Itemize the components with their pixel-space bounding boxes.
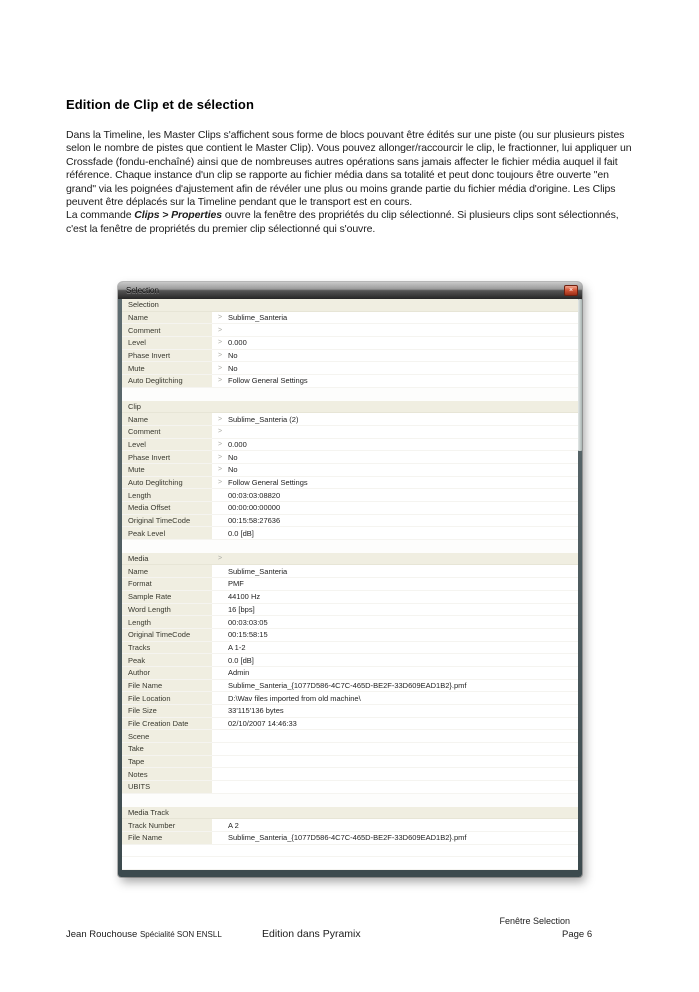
property-label: Notes — [122, 768, 212, 780]
property-row[interactable] — [122, 680, 578, 693]
property-label: File Name — [122, 832, 212, 844]
chevron-right-icon — [212, 299, 228, 311]
property-label: Phase Invert — [122, 350, 212, 362]
property-row[interactable] — [122, 413, 578, 426]
property-row[interactable] — [122, 477, 578, 490]
section-gap — [122, 540, 578, 553]
property-value[interactable]: Sublime_Santeria (2) — [228, 414, 299, 424]
section-gap — [122, 794, 578, 807]
property-row[interactable] — [122, 768, 578, 781]
property-label: Scene — [122, 730, 212, 742]
property-row[interactable] — [122, 832, 578, 845]
property-row[interactable] — [122, 578, 578, 591]
chevron-right-icon — [212, 730, 228, 742]
section-header-label: Clip — [128, 401, 141, 411]
property-row[interactable] — [122, 324, 578, 337]
property-row[interactable] — [122, 730, 578, 743]
property-label: Track Number — [122, 819, 212, 831]
paragraph-2-suffix: ouvre la fenêtre des propriétés du clip sélectionné. Si plusieurs clips sont sélectionnés, c'est la fenêtre de propriétés du premier clip sélectionné qui s'ouvre. — [66, 209, 619, 235]
property-value[interactable]: No — [228, 363, 238, 373]
scrollbar-thumb[interactable] — [578, 299, 582, 451]
property-label: Phase Invert — [122, 451, 212, 463]
property-value[interactable]: No — [228, 465, 238, 475]
property-row[interactable] — [122, 312, 578, 325]
property-row[interactable] — [122, 819, 578, 832]
property-label: Auto Deglitching — [122, 477, 212, 489]
property-label: Original TimeCode — [122, 515, 212, 527]
property-row[interactable] — [122, 743, 578, 756]
chevron-right-icon: > — [217, 314, 223, 322]
property-value[interactable]: 00:03:03:05 — [228, 617, 268, 627]
chevron-right-icon — [212, 502, 228, 514]
chevron-right-icon — [212, 718, 228, 730]
section-header-row — [122, 401, 578, 414]
property-value[interactable]: 0.0 [dB] — [228, 528, 254, 538]
property-row[interactable] — [122, 350, 578, 363]
property-label: File Name — [122, 680, 212, 692]
chevron-right-icon: > — [217, 440, 223, 448]
paragraph-2 — [66, 209, 636, 236]
section-header-value — [228, 401, 578, 413]
empty-row — [122, 857, 578, 870]
close-icon: × — [568, 287, 574, 294]
property-label: Peak Level — [122, 527, 212, 539]
chevron-right-icon: > — [217, 377, 223, 385]
property-row[interactable] — [122, 654, 578, 667]
menu-command-reference: Clips > Properties — [134, 209, 223, 222]
chevron-right-icon — [212, 489, 228, 501]
chevron-right-icon — [212, 654, 228, 666]
property-label: File Size — [122, 705, 212, 717]
chevron-right-icon — [212, 604, 228, 616]
property-row[interactable] — [122, 439, 578, 452]
property-row[interactable] — [122, 337, 578, 350]
property-value[interactable] — [228, 426, 578, 438]
section-header-label: Media Track — [128, 807, 169, 817]
chevron-right-icon: > — [217, 453, 223, 461]
property-value[interactable]: Admin — [228, 668, 250, 678]
footer-author-subject: Spécialité SON ENSLL — [139, 930, 222, 939]
property-value[interactable]: No — [228, 351, 238, 361]
section-header-value — [228, 299, 578, 311]
paragraph-1: Dans la Timeline, les Master Clips s'affichent sous forme de blocs pouvant être édités sur une piste (ou sur plusieurs pistes selon le nombre de pistes que contient le Master Clip). Vous pouvez allonger/raccourcir le clip, le fractionner, lui appliquer un Crossfade (fondu-enchaîné) ainsi que de nombreuses autres opérations sans jamais affecter le fichier média auquel il fait référence. Chaque instance d'un clip se rapporte au fichier média dans sa totalité et peut donc toujours être ouverte "en grand" via les poignées d'ajustement afin de révéler une plus ou moins grande partie du fichier média d'origine. Les Clips peuvent être déplacés sur la Timeline pendant que le transport est en cours. — [66, 129, 632, 209]
property-label: Length — [122, 489, 212, 501]
section-header-label: Media — [128, 554, 149, 564]
property-value[interactable]: Sublime_Santeria_{1077D586-4C7C-465D-BE2F-33D609EAD1B2}.pmf — [228, 680, 467, 690]
chevron-right-icon — [212, 807, 228, 819]
property-row[interactable] — [122, 565, 578, 578]
property-value[interactable] — [228, 743, 578, 755]
section-header-label: Selection — [128, 300, 159, 310]
section-header-row — [122, 807, 578, 820]
close-button[interactable] — [564, 285, 578, 296]
property-row[interactable] — [122, 781, 578, 794]
property-value[interactable]: A 2 — [228, 820, 239, 830]
footer-author-name: Jean Rouchouse — [66, 929, 138, 940]
rows-container — [122, 299, 578, 870]
property-label: File Creation Date — [122, 718, 212, 730]
property-value[interactable]: 0.000 — [228, 439, 247, 449]
property-label: Comment — [122, 426, 212, 438]
properties-grid — [122, 299, 578, 870]
chevron-right-icon — [212, 832, 228, 844]
chevron-right-icon — [212, 692, 228, 704]
chevron-right-icon — [212, 642, 228, 654]
property-label: Take — [122, 743, 212, 755]
property-value[interactable]: 02/10/2007 14:46:33 — [228, 719, 297, 729]
chevron-right-icon — [212, 743, 228, 755]
page-title: Edition de Clip et de sélection — [66, 97, 255, 112]
body-text — [66, 129, 636, 236]
property-row[interactable] — [122, 464, 578, 477]
figure-caption: Fenêtre Selection — [499, 916, 570, 926]
property-value[interactable]: 44100 Hz — [228, 592, 261, 602]
property-label: Tracks — [122, 642, 212, 654]
property-label: Auto Deglitching — [122, 375, 212, 387]
chevron-right-icon — [212, 565, 228, 577]
paragraph-2-prefix: La commande — [66, 209, 135, 222]
property-value[interactable] — [228, 768, 578, 780]
property-value[interactable]: Sublime_Santeria — [228, 566, 288, 576]
property-row[interactable] — [122, 489, 578, 502]
property-label: Level — [122, 337, 212, 349]
property-label: Original TimeCode — [122, 629, 212, 641]
section-header-row — [122, 553, 578, 566]
property-row[interactable] — [122, 515, 578, 528]
chevron-right-icon — [212, 401, 228, 413]
property-value[interactable]: D:\Wav files imported from old machine\ — [228, 693, 361, 703]
chevron-right-icon: > — [217, 364, 223, 372]
chevron-right-icon: > — [217, 326, 223, 334]
property-value[interactable]: PMF — [228, 579, 244, 589]
property-row[interactable] — [122, 451, 578, 464]
property-label: Peak — [122, 654, 212, 666]
chevron-right-icon — [212, 591, 228, 603]
property-value[interactable]: No — [228, 452, 238, 462]
property-label: Media Offset — [122, 502, 212, 514]
property-row[interactable] — [122, 667, 578, 680]
chevron-right-icon: > — [217, 555, 223, 563]
chevron-right-icon: > — [217, 478, 223, 486]
property-row[interactable] — [122, 756, 578, 769]
chevron-right-icon — [212, 616, 228, 628]
property-value[interactable] — [228, 781, 578, 793]
chevron-right-icon — [212, 527, 228, 539]
chevron-right-icon: > — [217, 466, 223, 474]
property-value[interactable]: 00:03:03:08820 — [228, 490, 281, 500]
property-row[interactable] — [122, 527, 578, 540]
property-label: Word Length — [122, 604, 212, 616]
property-row[interactable] — [122, 616, 578, 629]
property-value[interactable]: Follow General Settings — [228, 376, 308, 386]
chevron-right-icon: > — [217, 428, 223, 436]
property-value[interactable]: 0.0 [dB] — [228, 655, 254, 665]
property-row[interactable] — [122, 375, 578, 388]
property-row[interactable] — [122, 629, 578, 642]
property-label: File Location — [122, 692, 212, 704]
chevron-right-icon: > — [217, 415, 223, 423]
property-value[interactable]: 00:00:00:00000 — [228, 503, 281, 513]
window-title: Selection — [126, 286, 159, 295]
property-value[interactable]: 33'115'136 bytes — [228, 706, 284, 716]
chevron-right-icon — [212, 667, 228, 679]
property-row[interactable] — [122, 591, 578, 604]
property-value[interactable]: Follow General Settings — [228, 477, 308, 487]
section-gap — [122, 388, 578, 401]
property-label: Tape — [122, 756, 212, 768]
property-value[interactable]: 16 [bps] — [228, 604, 255, 614]
property-value[interactable]: 00:15:58:15 — [228, 630, 268, 640]
chevron-right-icon — [212, 578, 228, 590]
property-label: Name — [122, 312, 212, 324]
property-value[interactable]: Sublime_Santeria_{1077D586-4C7C-465D-BE2F-33D609EAD1B2}.pmf — [228, 833, 467, 843]
section-header-row — [122, 299, 578, 312]
property-label: Name — [122, 565, 212, 577]
footer-author — [66, 929, 222, 940]
property-label: UBITS — [122, 781, 212, 793]
property-row[interactable] — [122, 642, 578, 655]
property-value[interactable]: Sublime_Santeria — [228, 313, 288, 323]
footer-document-title: Edition dans Pyramix — [262, 928, 361, 940]
property-value[interactable] — [228, 324, 578, 336]
property-label: Mute — [122, 464, 212, 476]
window-titlebar[interactable] — [118, 282, 582, 299]
property-label: Length — [122, 616, 212, 628]
property-row[interactable] — [122, 502, 578, 515]
chevron-right-icon — [212, 756, 228, 768]
property-label: Sample Rate — [122, 591, 212, 603]
chevron-right-icon — [212, 629, 228, 641]
chevron-right-icon — [212, 781, 228, 793]
selection-properties-window — [118, 282, 582, 877]
property-value[interactable] — [228, 756, 578, 768]
chevron-right-icon — [212, 819, 228, 831]
footer-page-number: Page 6 — [562, 929, 593, 940]
property-row[interactable] — [122, 426, 578, 439]
property-label: Comment — [122, 324, 212, 336]
section-header-value — [228, 807, 578, 819]
property-row[interactable] — [122, 604, 578, 617]
property-value[interactable]: A 1-2 — [228, 642, 246, 652]
chevron-right-icon — [212, 680, 228, 692]
empty-row — [122, 845, 578, 858]
chevron-right-icon: > — [217, 352, 223, 360]
chevron-right-icon — [212, 515, 228, 527]
property-label: Format — [122, 578, 212, 590]
property-label: Mute — [122, 362, 212, 374]
chevron-right-icon — [212, 705, 228, 717]
property-value[interactable]: 00:15:58:27636 — [228, 516, 281, 526]
chevron-right-icon: > — [217, 339, 223, 347]
property-value[interactable] — [228, 730, 578, 742]
property-row[interactable] — [122, 362, 578, 375]
property-label: Level — [122, 439, 212, 451]
property-row[interactable] — [122, 705, 578, 718]
chevron-right-icon — [212, 768, 228, 780]
property-row[interactable] — [122, 692, 578, 705]
property-label: Author — [122, 667, 212, 679]
property-label: Name — [122, 413, 212, 425]
property-value[interactable]: 0.000 — [228, 338, 247, 348]
property-row[interactable] — [122, 718, 578, 731]
section-header-value — [228, 553, 578, 565]
